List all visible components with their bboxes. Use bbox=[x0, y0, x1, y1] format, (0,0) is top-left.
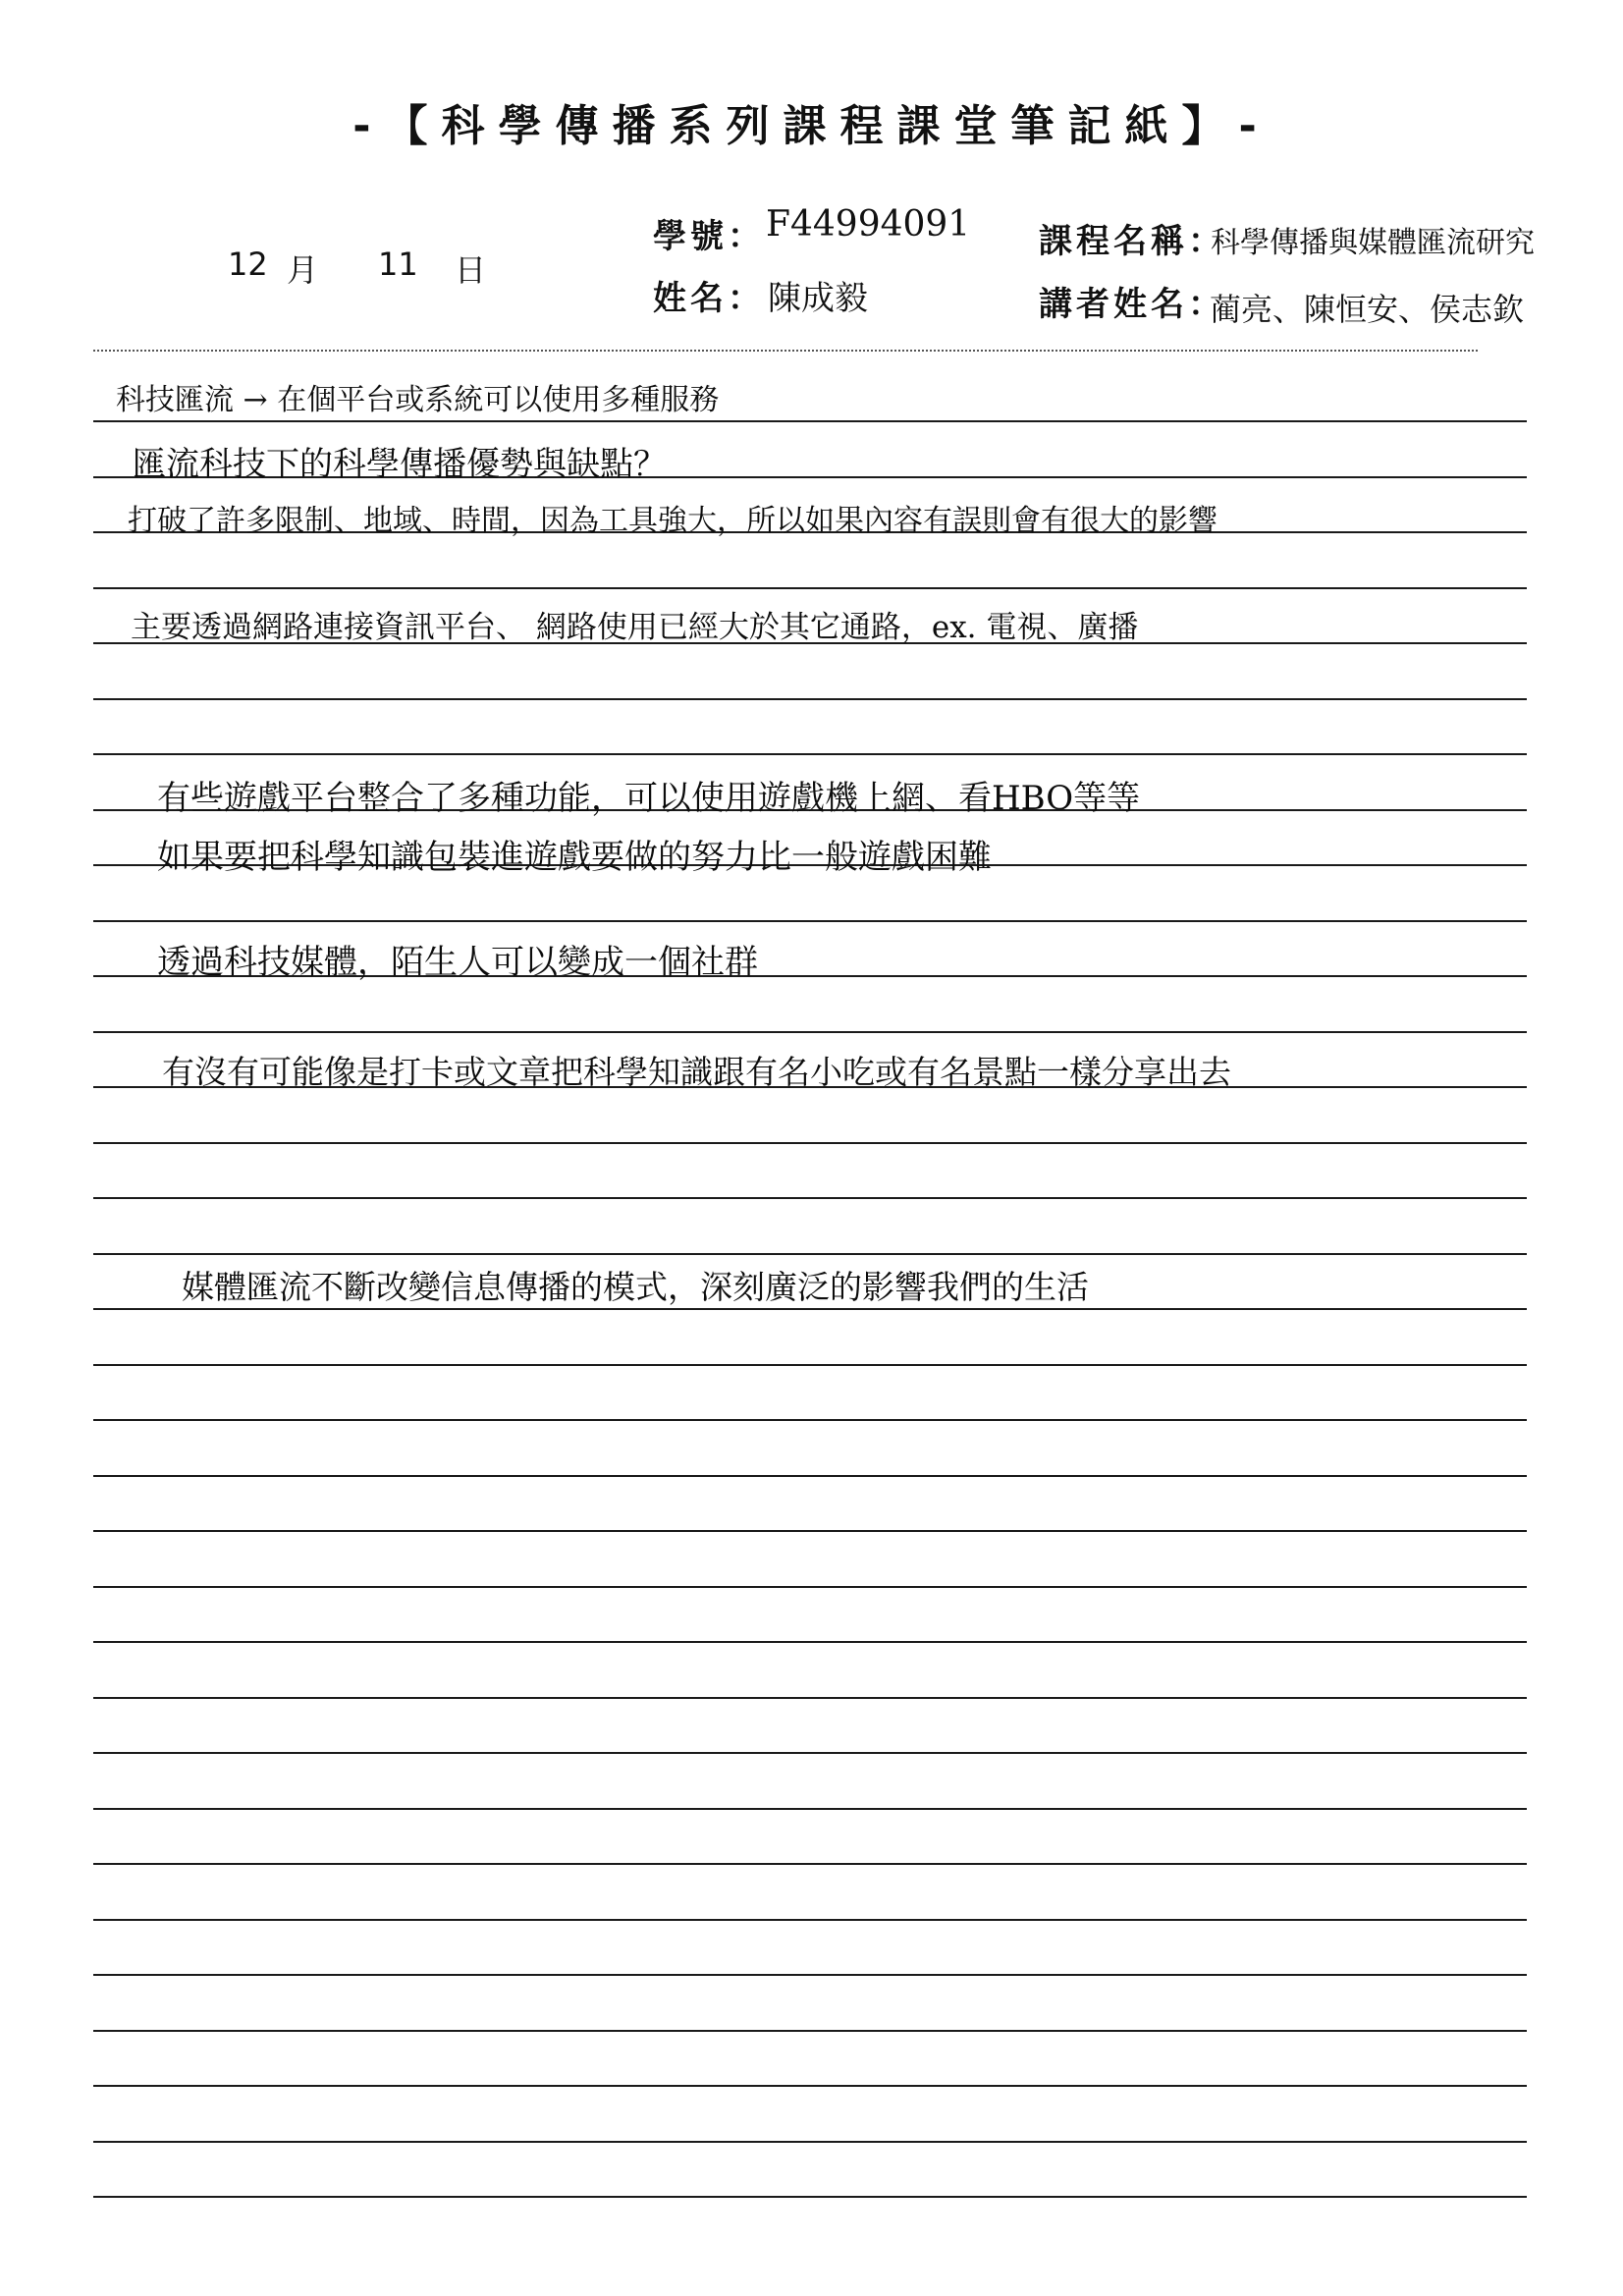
note-line: 有沒有可能像是打卡或文章把科學知識跟有名小吃或有名景點一樣分享出去 bbox=[162, 1053, 1231, 1091]
ruled-line bbox=[93, 1475, 1527, 1477]
speaker-value: 蔺亮、陳恒安、侯志欽 bbox=[1210, 291, 1525, 328]
student-id-value: F44994091 bbox=[766, 204, 971, 245]
ruled-line bbox=[93, 2141, 1527, 2143]
ruled-line bbox=[93, 920, 1527, 922]
ruled-line bbox=[93, 1752, 1527, 1754]
ruled-line bbox=[93, 2030, 1527, 2032]
ruled-line bbox=[93, 1808, 1527, 1810]
name-value: 陳成毅 bbox=[768, 279, 868, 318]
ruled-line bbox=[93, 2196, 1527, 2198]
note-line: 打破了許多限制、地域、時間，因為工具強大，所以如果內容有誤則會有很大的影響 bbox=[128, 504, 1217, 538]
ruled-line bbox=[93, 1586, 1527, 1588]
student-id-label: 學號： bbox=[653, 217, 765, 256]
ruled-line bbox=[93, 2085, 1527, 2087]
date-month: 12 bbox=[228, 246, 268, 283]
ruled-line bbox=[93, 698, 1527, 700]
note-line: 科技匯流 → 在個平台或系統可以使用多種服務 bbox=[116, 383, 720, 417]
note-line: 透過科技媒體，陌生人可以變成一個社群 bbox=[157, 943, 758, 982]
ruled-line bbox=[93, 1641, 1527, 1643]
ruled-line bbox=[93, 1697, 1527, 1699]
header-divider bbox=[93, 350, 1478, 352]
ruled-line bbox=[93, 1197, 1527, 1199]
page-title: -【科學傳播系列課程課堂筆記紙】- bbox=[352, 101, 1271, 151]
note-line: 媒體匯流不斷改變信息傳播的模式，深刻廣泛的影響我們的生活 bbox=[182, 1268, 1089, 1306]
ruled-line bbox=[93, 1031, 1527, 1033]
note-line: 有些遊戲平台整合了多種功能，可以使用遊戲機上網、看HBO等等 bbox=[157, 779, 1141, 818]
ruled-line bbox=[93, 1863, 1527, 1865]
date-month-unit: 月 bbox=[287, 251, 319, 289]
ruled-line bbox=[93, 1364, 1527, 1366]
ruled-line bbox=[93, 1974, 1527, 1976]
ruled-line bbox=[93, 587, 1527, 589]
note-line: 主要透過網路連接資訊平台、 網路使用已經大於其它通路，ex. 電視、廣播 bbox=[131, 610, 1139, 645]
date-day-unit: 日 bbox=[455, 251, 487, 289]
ruled-line bbox=[93, 1253, 1527, 1255]
course-label: 課程名稱： bbox=[1039, 222, 1225, 261]
note-line: 匯流科技下的科學傳播優勢與缺點？ bbox=[133, 445, 667, 484]
course-value: 科學傳播與媒體匯流研究 bbox=[1211, 226, 1535, 260]
ruled-line bbox=[93, 1419, 1527, 1421]
ruled-line bbox=[93, 1530, 1527, 1532]
note-line: 如果要把科學知識包裝進遊戲要做的努力比一般遊戲困難 bbox=[157, 838, 992, 877]
name-label: 姓名： bbox=[653, 279, 765, 318]
ruled-line bbox=[93, 1142, 1527, 1144]
ruled-line bbox=[93, 1919, 1527, 1921]
ruled-line bbox=[93, 753, 1527, 755]
date-day: 11 bbox=[378, 246, 418, 283]
ruled-line bbox=[93, 1308, 1527, 1310]
speaker-label: 講者姓名： bbox=[1039, 285, 1225, 324]
ruled-line bbox=[93, 420, 1527, 422]
